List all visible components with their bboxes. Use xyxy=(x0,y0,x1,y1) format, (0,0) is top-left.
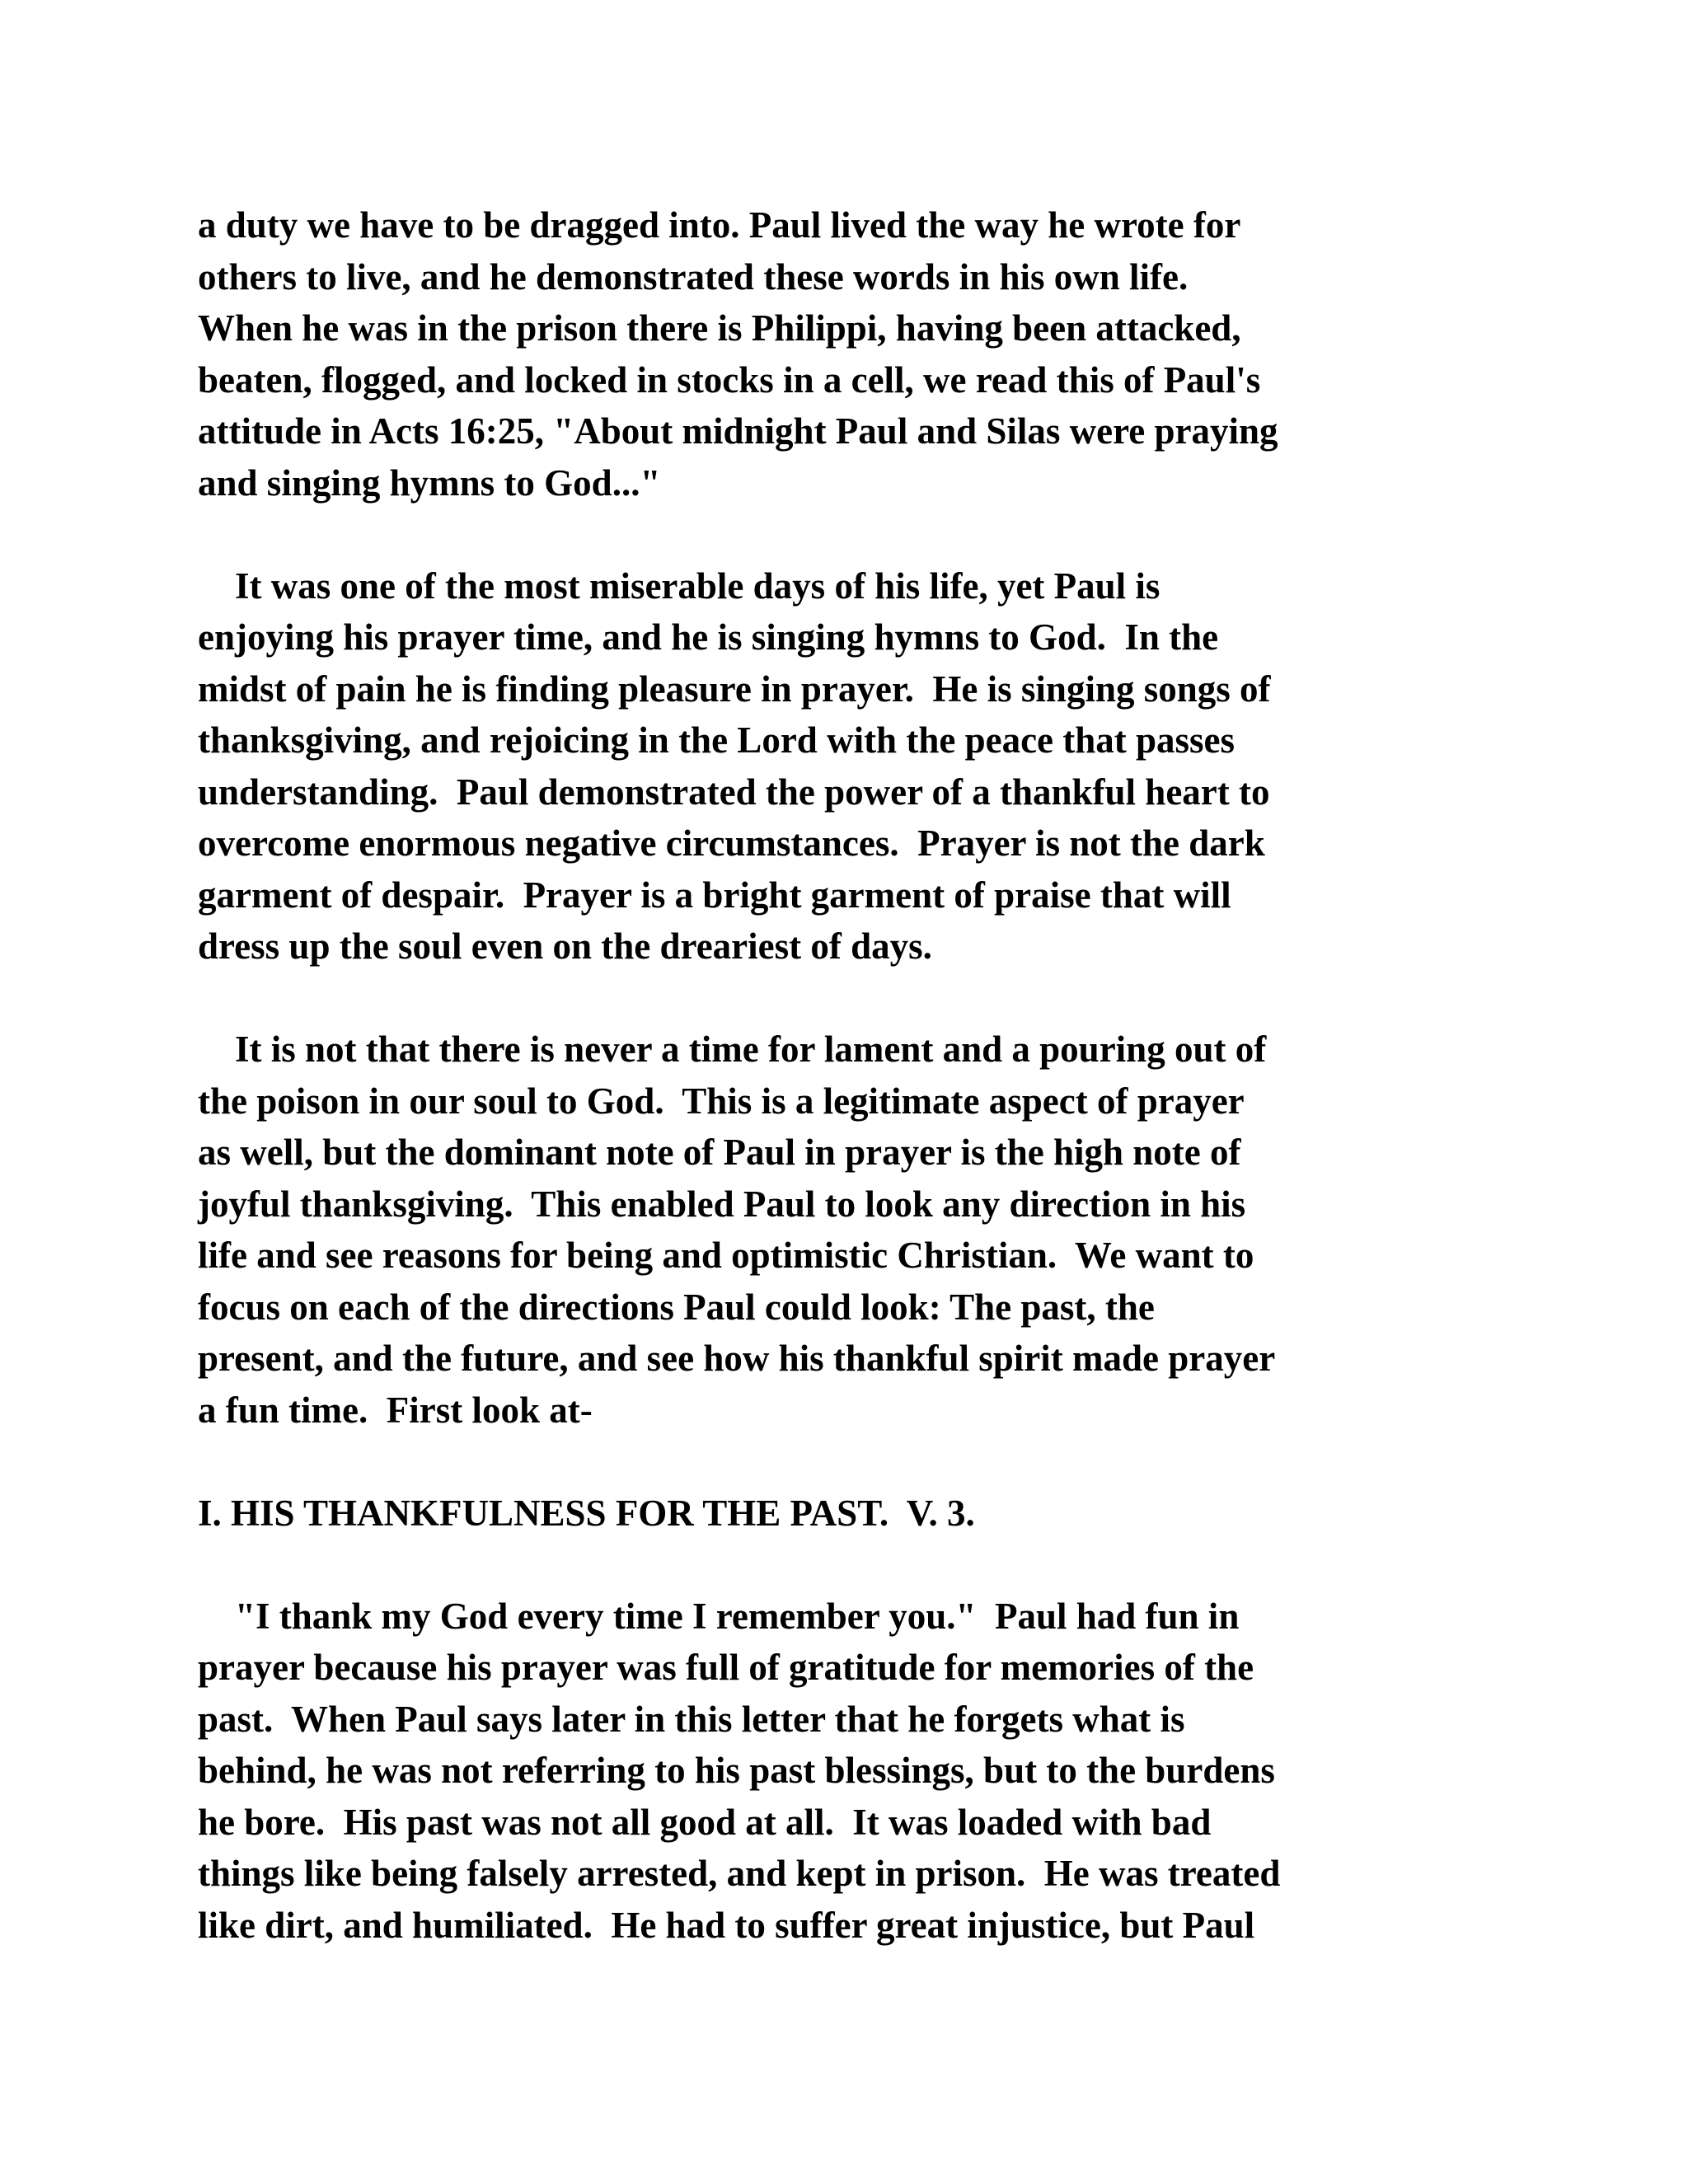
text-line: life and see reasons for being and optimistic Christian. We want to xyxy=(198,1235,1254,1276)
text-line: focus on each of the directions Paul could look: The past, the xyxy=(198,1286,1155,1328)
paragraph-gap xyxy=(198,1436,1492,1488)
text-line: past. When Paul says later in this letter that he forgets what is xyxy=(198,1698,1185,1740)
text-line: present, and the future, and see how his thankful spirit made prayer xyxy=(198,1338,1276,1379)
text-line: he bore. His past was not all good at all. It was loaded with bad xyxy=(198,1801,1212,1843)
paragraph-gap xyxy=(198,509,1492,560)
text-line: enjoying his prayer time, and he is singing hymns to God. In the xyxy=(198,616,1219,658)
text-line: dress up the soul even on the dreariest of days. xyxy=(198,926,932,967)
text-line: understanding. Paul demonstrated the power of a thankful heart to xyxy=(198,771,1270,813)
paragraph-gap xyxy=(198,1539,1492,1591)
paragraph-3 xyxy=(198,1024,1492,1436)
text-line: the poison in our soul to God. This is a legitimate aspect of prayer xyxy=(198,1080,1245,1122)
text-line: thanksgiving, and rejoicing in the Lord with the peace that passes xyxy=(198,719,1236,761)
text-line: joyful thanksgiving. This enabled Paul to look any direction in his xyxy=(198,1183,1246,1225)
text-line: It was one of the most miserable days of his life, yet Paul is xyxy=(198,565,1160,607)
section-heading xyxy=(198,1488,1492,1540)
text-line: and singing hymns to God..." xyxy=(198,462,661,504)
body-text xyxy=(198,199,1492,1951)
text-line: midst of pain he is finding pleasure in prayer. He is singing songs of xyxy=(198,668,1271,710)
text-line: as well, but the dominant note of Paul in prayer is the high note of xyxy=(198,1132,1241,1173)
paragraph-4 xyxy=(198,1591,1492,1952)
text-line: behind, he was not referring to his past blessings, but to the burdens xyxy=(198,1750,1275,1791)
text-line: prayer because his prayer was full of gratitude for memories of the xyxy=(198,1647,1254,1688)
text-line: a duty we have to be dragged into. Paul lived the way he wrote for xyxy=(198,204,1241,246)
text-line: garment of despair. Prayer is a bright garment of praise that will xyxy=(198,874,1231,916)
text-line: beaten, flogged, and locked in stocks in a cell, we read this of Paul's xyxy=(198,359,1261,401)
text-line: others to live, and he demonstrated these words in his own life. xyxy=(198,255,1189,298)
text-line: When he was in the prison there is Philippi, having been attacked, xyxy=(198,307,1241,349)
text-line: a fun time. First look at- xyxy=(198,1389,593,1431)
heading-line: I. HIS THANKFULNESS FOR THE PAST. V. 3. xyxy=(198,1492,975,1534)
text-line: attitude in Acts 16:25, "About midnight Paul and Silas were praying xyxy=(198,410,1278,452)
text-line: like dirt, and humiliated. He had to suffer great injustice, but Paul xyxy=(198,1904,1255,1946)
text-line: things like being falsely arrested, and kept in prison. He was treated xyxy=(198,1853,1281,1894)
paragraph-2 xyxy=(198,560,1492,972)
text-line: It is not that there is never a time for lament and a pouring out of xyxy=(198,1029,1267,1070)
text-line: overcome enormous negative circumstances. Prayer is not the dark xyxy=(198,823,1265,864)
paragraph-1 xyxy=(198,199,1492,509)
text-line: "I thank my God every time I remember you." Paul had fun in xyxy=(198,1595,1240,1637)
paragraph-gap xyxy=(198,972,1492,1024)
